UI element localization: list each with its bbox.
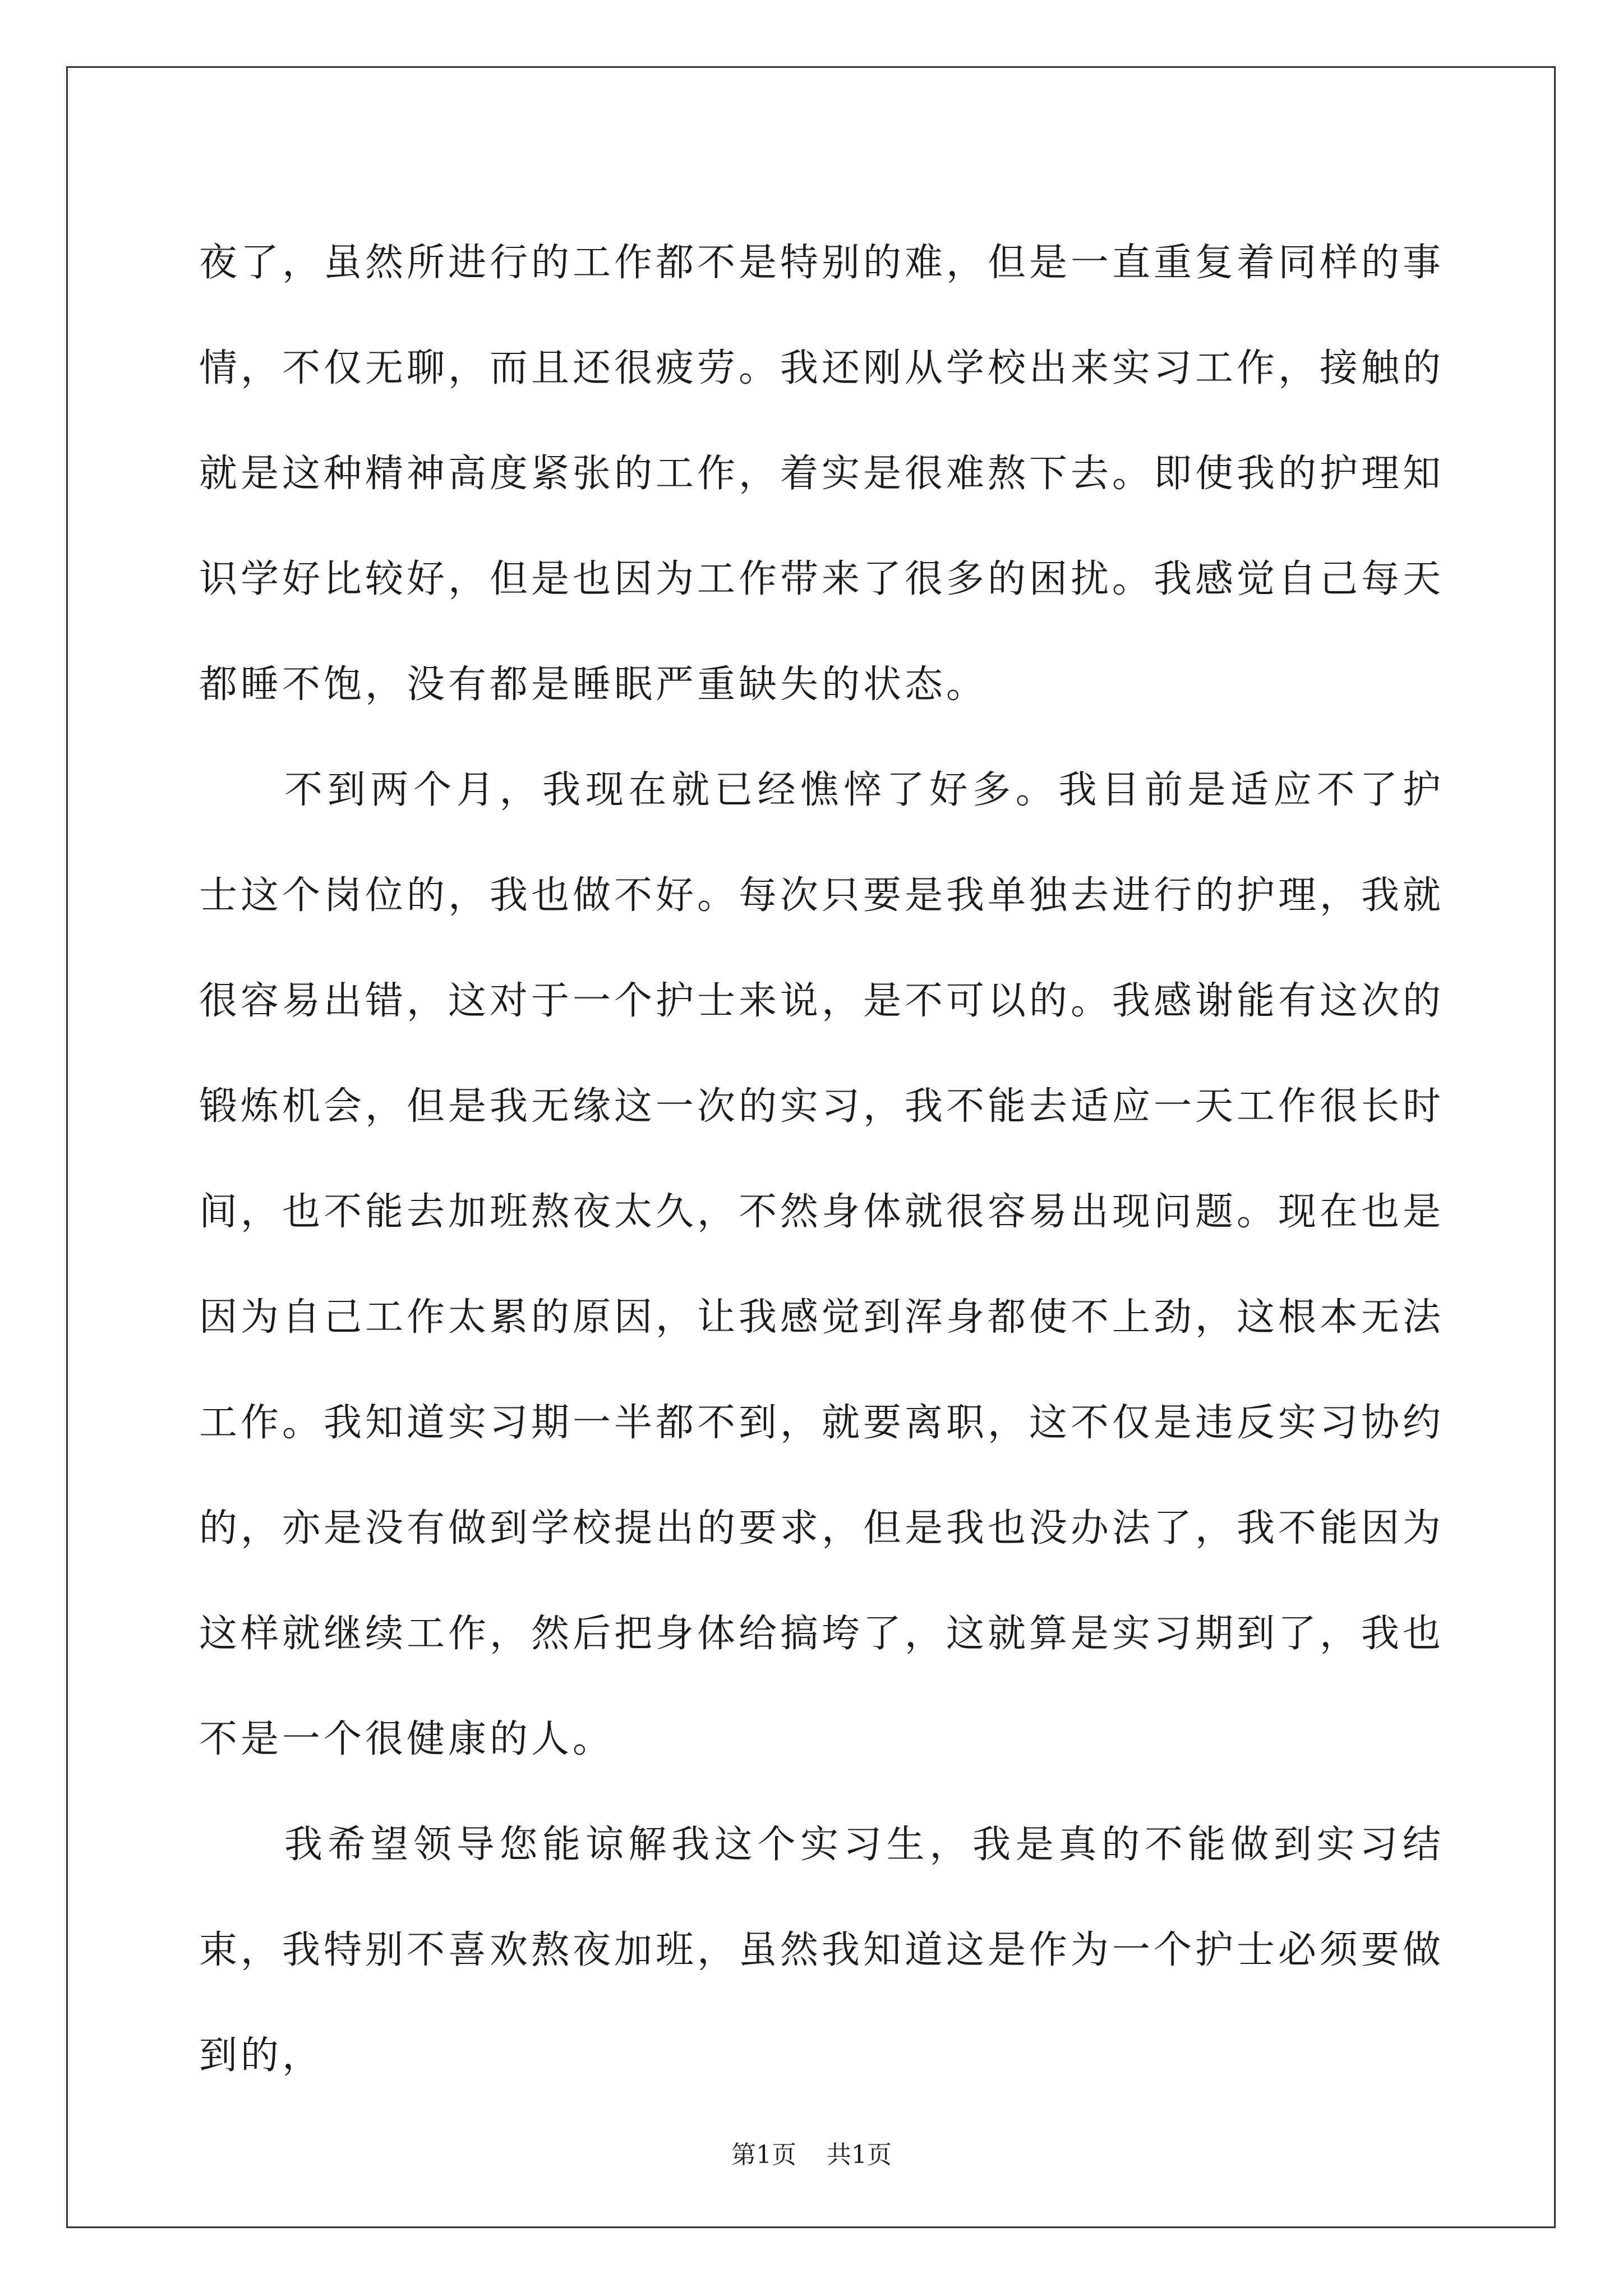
paragraph-1: 夜了，虽然所进行的工作都不是特别的难，但是一直重复着同样的事情，不仅无聊，而且还很疲劳。我还刚从学校出来实习工作，接触的就是这种精神高度紧张的工作，着实是很难熬下去。即使我的护理知识学好比较好，但是也因为工作带来了很多的困扰。我感觉自己每天都睡不饱，没有都是睡眠严重缺失的状态。: [199, 241, 1445, 707]
page-number: 第1页: [731, 2141, 796, 2169]
paragraph-2: 不到两个月，我现在就已经憔悴了好多。我目前是适应不了护士这个岗位的，我也做不好。每次只要是我单独去进行的护理，我就很容易出错，这对于一个护士来说，是不可以的。我感谢能有这次的锻炼机会，但是我无缘这一次的实习，我不能去适应一天工作很长时间，也不能去加班熬夜太久，不然身体就很容易出现问题。现在也是因为自己工作太累的原因，让我感觉到浑身都使不上劲，这根本无法工作。我知道实习期一半都不到，就要离职，这不仅是违反实习协约的，亦是没有做到学校提出的要求，但是我也没办法了，我不能因为这样就继续工作，然后把身体给搞垮了，这就算是实习期到了，我也不是一个很健康的人。: [199, 768, 1445, 1761]
paragraph-3: 我希望领导您能谅解我这个实习生，我是真的不能做到实习结束，我特别不喜欢熬夜加班，虽然我知道这是作为一个护士必须要做到的，: [199, 1823, 1445, 2078]
document-body: [199, 210, 1444, 2109]
page-footer: [0, 2138, 1623, 2172]
page-total: 共1页: [827, 2141, 892, 2169]
